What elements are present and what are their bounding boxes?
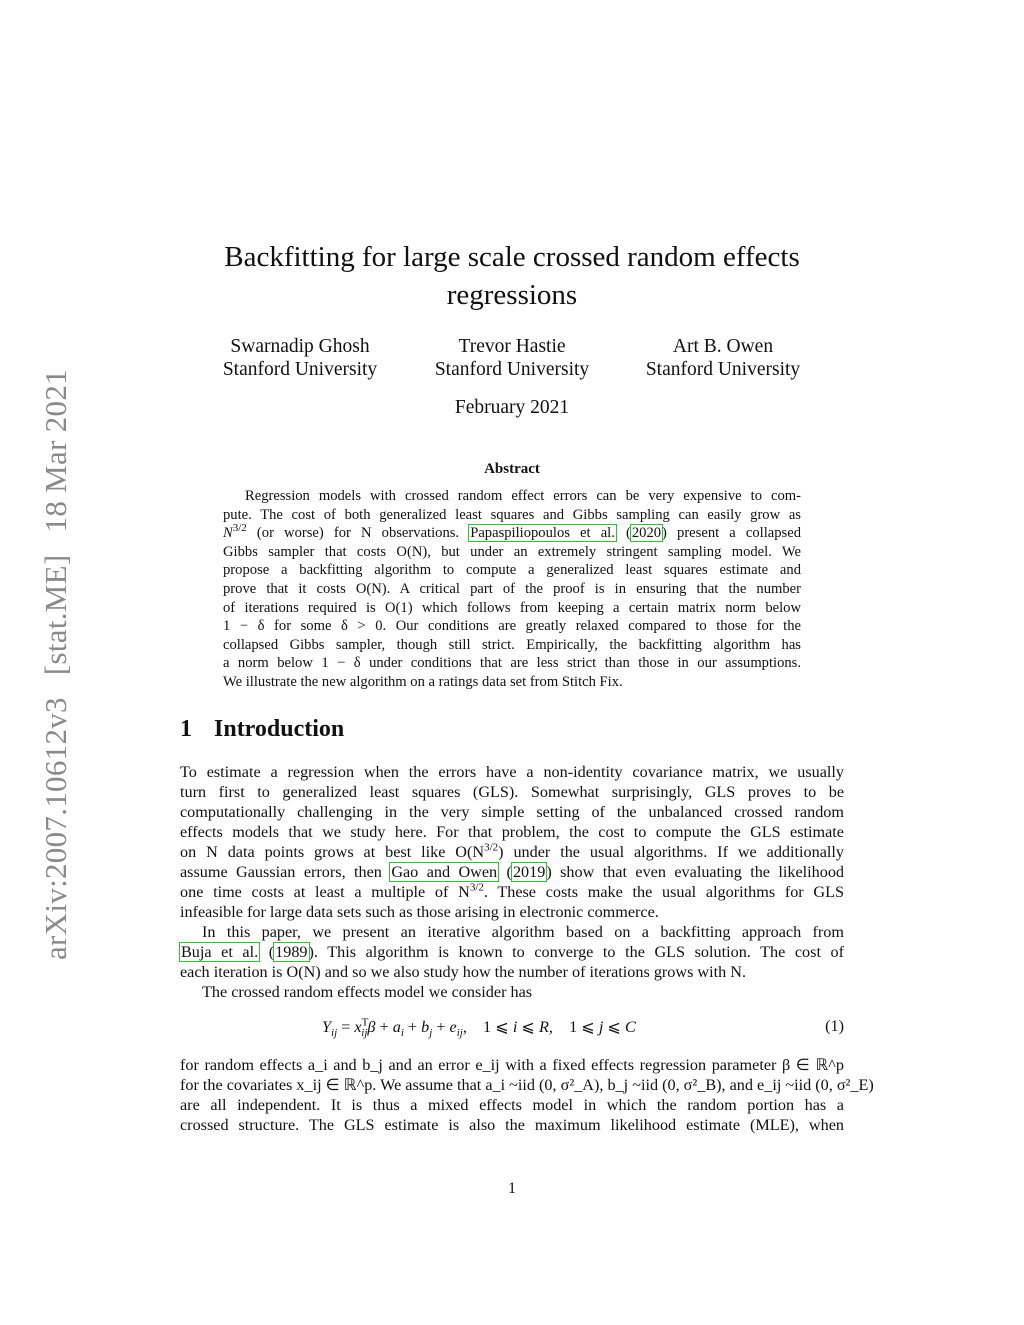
body-line: infeasible for large data sets such as those arising in electronic commerce. xyxy=(180,903,659,921)
abstract-line: We illustrate the new algorithm on a ratings data set from Stitch Fix. xyxy=(223,673,623,690)
author-affiliation: Stanford University xyxy=(434,359,590,380)
author-1 xyxy=(195,335,405,381)
abstract-line: of iterations required is O(1) which follows from keeping a certain matrix norm below xyxy=(223,599,801,616)
intro-paragraph-2 xyxy=(180,922,844,982)
intro-paragraph-4 xyxy=(180,1055,874,1135)
title-line-1: Backfitting for large scale crossed random effects xyxy=(224,241,800,273)
page-number: 1 xyxy=(508,1180,516,1197)
author-3 xyxy=(618,335,828,381)
paper-title xyxy=(180,238,844,314)
abstract-body xyxy=(223,487,801,692)
author-2 xyxy=(407,335,617,381)
body-line: In this paper, we present an iterative algorithm based on a backfitting approach from xyxy=(202,923,844,941)
body-line: computationally challenging in the very simple setting of the unbalanced crossed random xyxy=(180,803,844,821)
title-line-2: regressions xyxy=(446,279,578,311)
abstract-line: collapsed Gibbs sampler, though still strict. Empirically, the backfitting algorithm has xyxy=(223,636,801,653)
author-affiliation: Stanford University xyxy=(645,359,801,380)
body-line: To estimate a regression when the errors have a non-identity covariance matrix, we usually xyxy=(180,763,844,781)
body-line: for the covariates x_ij ∈ ℝ^p. We assume that a_i ~iid (0, σ²_A), b_j ~iid (0, σ²_B), and e_ij ~iid (0, σ²_E) xyxy=(180,1076,874,1094)
intro-paragraph-3 xyxy=(180,982,844,1002)
abstract-line: Regression models with crossed random effect errors can be very expensive to com- xyxy=(245,488,801,504)
body-line: The crossed random effects model we consider has xyxy=(202,983,533,1001)
arxiv-sidebar-stamp xyxy=(38,340,72,960)
citation-link-gao-owen[interactable]: Gao and Owen xyxy=(391,863,498,881)
body-line: crossed structure. The GLS estimate is also the maximum likelihood estimate (MLE), when xyxy=(180,1116,844,1134)
intro-paragraph-1 xyxy=(180,762,844,922)
abstract-line: 1 − δ for some δ > 0. Our conditions are greatly relaxed compared to those for the xyxy=(223,618,801,635)
body-line: on N data points grows at best like $O(N^{3/2})$ under the usual algorithms. If we additionally xyxy=(180,841,844,861)
body-line: turn first to generalized least squares (GLS). Somewhat surprisingly, GLS proves to be xyxy=(180,783,844,801)
body-line: Buja et al. (1989). This algorithm is known to converge to the GLS solution. The cost of xyxy=(181,943,845,961)
equation-formula: $Y_{ij} = x^T_{ij}\beta + a_i + b_j + e_{ij}$, 1 ⩽ i ⩽ R, 1 ⩽ j ⩽ C xyxy=(322,1016,636,1040)
arxiv-category: [stat.ME] xyxy=(38,554,73,676)
citation-year-link[interactable]: 2019 xyxy=(512,863,546,881)
section-title: Introduction xyxy=(214,716,345,742)
abstract-line: prove that it costs O(N). A critical part of the proof is in ensuring that the number xyxy=(223,580,801,597)
body-line: assume Gaussian errors, then Gao and Owen (2019) show that even evaluating the likelihood xyxy=(180,863,845,881)
citation-link-papaspiliopoulos[interactable]: Papaspiliopoulos et al. xyxy=(470,525,615,542)
equation-1 xyxy=(180,1017,844,1039)
body-line: one time costs at least a multiple of $N^{3/2}$. These costs make the usual algorithms for GLS xyxy=(180,881,844,901)
author-affiliation: Stanford University xyxy=(222,359,378,380)
citation-year-link[interactable]: 2020 xyxy=(631,525,662,542)
body-line: effects models that we study here. For that problem, the cost to compute the GLS estimate xyxy=(180,823,844,841)
citation-link-buja[interactable]: Buja et al. xyxy=(181,943,259,961)
section-number: 1 xyxy=(180,716,192,742)
arxiv-id: arXiv:2007.10612v3 xyxy=(38,697,73,960)
body-line: are all independent. It is thus a mixed effects model in which the random portion has a xyxy=(180,1096,844,1114)
author-name: Swarnadip Ghosh xyxy=(230,336,370,357)
paper-date: February 2021 xyxy=(454,397,570,418)
author-name: Trevor Hastie xyxy=(458,336,566,357)
abstract-line: pute. The cost of both generalized least squares and Gibbs sampling can easily grow as xyxy=(223,506,801,523)
section-heading xyxy=(180,716,344,743)
citation-year-link[interactable]: 1989 xyxy=(275,943,308,961)
arxiv-date: 18 Mar 2021 xyxy=(38,369,73,533)
abstract-heading: Abstract xyxy=(484,461,540,477)
body-line: for random effects a_i and b_j and an error e_ij with a fixed effects regression parameter β ∈ ℝ^p xyxy=(180,1056,844,1074)
body-line: each iteration is O(N) and so we also study how the number of iterations grows with N. xyxy=(180,963,746,981)
abstract-line: a norm below 1 − δ under conditions that are less strict than those in our assumptions. xyxy=(223,655,801,672)
abstract-line: Gibbs sampler that costs O(N), but under an extremely stringent sampling model. We xyxy=(223,543,801,560)
equation-number: (1) xyxy=(825,1017,844,1035)
abstract-line: propose a backfitting algorithm to compute a generalized least squares estimate and xyxy=(223,562,801,579)
author-name: Art B. Owen xyxy=(672,336,774,357)
abstract-line: $N^{3/2}$ (or worse) for N observations. Papaspiliopoulos et al. (2020) present a collapsed xyxy=(223,522,801,542)
